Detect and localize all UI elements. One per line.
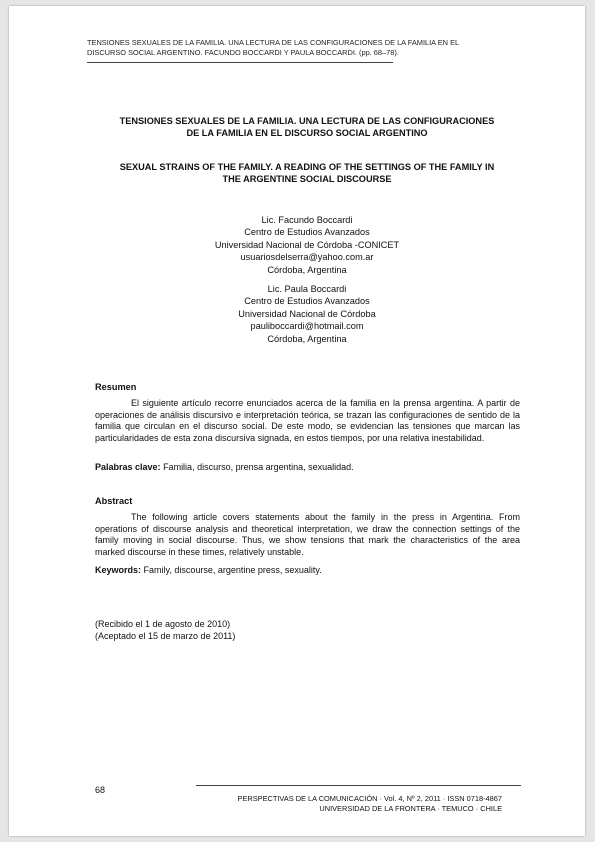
author-email: usuariosdelserra@yahoo.com.ar <box>240 252 374 263</box>
author-university: Universidad Nacional de Córdoba <box>238 308 376 319</box>
title-spanish-line-1: TENSIONES SEXUALES DE LA FAMILIA. UNA LECTURA DE LAS CONFIGURACIONES <box>119 116 495 126</box>
page-number: 68 <box>95 785 106 795</box>
author-location: Córdoba, Argentina <box>267 264 347 275</box>
title-english-line-2: THE ARGENTINE SOCIAL DISCOURSE <box>222 174 392 184</box>
title-spanish-line-2: DE LA FAMILIA EN EL DISCURSO SOCIAL ARGENTINO <box>186 128 428 138</box>
header-rule <box>87 62 393 63</box>
keywords-value: Family, discourse, argentine press, sexuality. <box>143 565 322 575</box>
resumen-text: El siguiente artículo recorre enunciados acerca de la familia en la prensa argentina. A partir de operaciones de análisis discursivo e interpretación teórica, se trazan las configuraciones de sentido de la familia que circulan en el discurso social. De este modo, se evidencian las tensiones que marcan las particularidades de esta zona discursiva signada, en estos tiempos, por una relativa inestabilidad. <box>95 398 520 443</box>
author-email: pauliboccardi@hotmail.com <box>250 321 364 332</box>
author-center: Centro de Estudios Avanzados <box>244 296 370 307</box>
keywords-label: Keywords: <box>95 565 142 575</box>
running-header-line-2: DISCURSO SOCIAL ARGENTINO. FACUNDO BOCCARDI Y PAULA BOCCARDI. (pp. 68–78). <box>87 48 399 58</box>
author-location: Córdoba, Argentina <box>267 333 347 344</box>
resumen-keywords <box>95 462 520 474</box>
resumen-heading: Resumen <box>95 382 137 392</box>
author-block-1 <box>87 214 527 276</box>
keywords-label: Palabras clave: <box>95 462 161 472</box>
running-header-line-1: TENSIONES SEXUALES DE LA FAMILIA. UNA LECTURA DE LAS CONFIGURACIONES DE LA FAMILIA EN EL <box>87 38 460 47</box>
abstract-keywords <box>95 565 520 577</box>
submission-dates <box>95 618 235 642</box>
author-name: Lic. Facundo Boccardi <box>261 215 353 225</box>
title-english <box>87 161 527 185</box>
running-header <box>87 38 527 58</box>
keywords-value: Familia, discurso, prensa argentina, sexualidad. <box>163 462 354 472</box>
author-name: Lic. Paula Boccardi <box>267 284 347 294</box>
abstract-heading: Abstract <box>95 496 133 506</box>
abstract-text: The following article covers statements about the family in the press in Argentina. From operations of discourse analysis and theoretical interpretation, we draw the connection settings of the family moving in social discourse. Thus, we show tensions that mark the characteristics of the area marked discourse in these times, relatively unstable. <box>95 512 520 557</box>
author-center: Centro de Estudios Avanzados <box>244 227 370 238</box>
title-spanish <box>87 115 527 139</box>
received-date: (Recibido el 1 de agosto de 2010) <box>95 619 231 629</box>
document-page <box>9 6 585 836</box>
footer-rule <box>196 785 521 786</box>
accepted-date: (Aceptado el 15 de marzo de 2011) <box>95 631 236 642</box>
title-english-line-1: SEXUAL STRAINS OF THE FAMILY. A READING OF THE SETTINGS OF THE FAMILY IN <box>119 162 495 172</box>
footer-journal-line: PERSPECTIVAS DE LA COMUNICACIÓN · Vol. 4, Nº 2, 2011 · ISSN 0718-4867 <box>237 794 502 803</box>
footer-university-line: UNIVERSIDAD DE LA FRONTERA · TEMUCO · CHILE <box>319 804 502 813</box>
author-university: Universidad Nacional de Córdoba -CONICET <box>214 239 400 250</box>
author-block-2 <box>87 283 527 345</box>
